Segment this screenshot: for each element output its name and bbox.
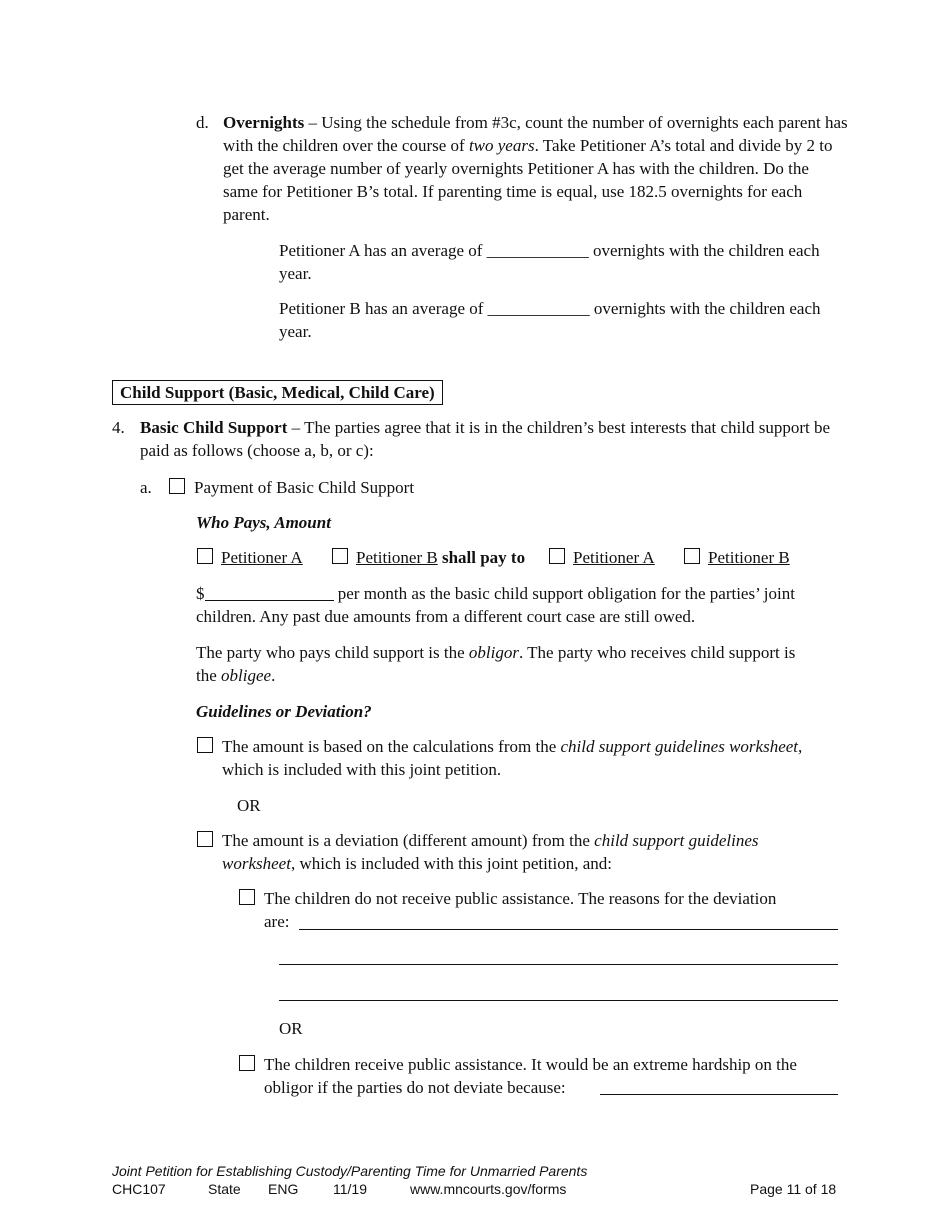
footer-form-id: CHC107 <box>112 1181 166 1197</box>
petitioner-b-overnights-field[interactable]: ____________ <box>487 299 590 318</box>
item-4-title: Basic Child Support <box>140 418 288 437</box>
footer-language: ENG <box>268 1181 299 1197</box>
amount-field[interactable] <box>205 584 334 601</box>
petitioner-a-overnights: Petitioner A has an average of ____________ overnights with the children each year. <box>279 241 820 283</box>
footer-url[interactable]: www.mncourts.gov/forms <box>410 1181 567 1197</box>
item-3d-marker: d. <box>196 113 209 132</box>
payer-petitioner-b-checkbox[interactable] <box>332 548 348 564</box>
shall-pay-to: shall pay to <box>441 548 526 567</box>
payee-petitioner-b-checkbox[interactable] <box>684 548 700 564</box>
payee-petitioner-a-label: Petitioner A <box>573 548 655 567</box>
deviation-reason-line-1[interactable] <box>299 929 838 930</box>
footer-jurisdiction: State <box>208 1181 241 1197</box>
deviation-text: The amount is a deviation (different amount) from the child support guidelines worksheet, which is included with this joint petition, and: <box>222 831 759 873</box>
item-4-number: 4. <box>112 418 125 437</box>
guidelines-text: The amount is based on the calculations from the child support guidelines worksheet, which is included with this joint petition. <box>222 737 803 779</box>
or-separator-1: OR <box>237 796 261 815</box>
assistance-line-2: obligor if the parties do not deviate because: <box>264 1078 566 1097</box>
no-assistance-checkbox[interactable] <box>239 889 255 905</box>
deviation-reason-line-3[interactable] <box>279 1000 838 1001</box>
payer-petitioner-a-checkbox[interactable] <box>197 548 213 564</box>
who-pays-heading: Who Pays, Amount <box>196 513 331 532</box>
no-assistance-line-2: are: <box>264 912 290 931</box>
item-3d-title: Overnights <box>223 113 305 132</box>
payer-petitioner-a-label: Petitioner A <box>221 548 303 567</box>
guidelines-checkbox[interactable] <box>197 737 213 753</box>
or-separator-2: OR <box>279 1019 303 1038</box>
deviation-reason-line-2[interactable] <box>279 964 838 965</box>
assistance-line-1: The children receive public assistance. It would be an extreme hardship on the <box>264 1055 797 1074</box>
petitioner-a-overnights-field[interactable]: ____________ <box>486 241 589 260</box>
option-a-checkbox[interactable] <box>169 478 185 494</box>
option-a-label: Payment of Basic Child Support <box>194 478 415 497</box>
item-4-text: Basic Child Support – The parties agree that it is in the children’s best interests that child support be paid as follows (choose a, b, or c): <box>140 418 830 460</box>
footer-title: Joint Petition for Establishing Custody/Parenting Time for Unmarried Parents <box>112 1163 588 1179</box>
obligor-paragraph: The party who pays child support is the obligor. The party who receives child support is the obligee. <box>196 643 796 685</box>
section-heading: Child Support (Basic, Medical, Child Care) <box>112 380 443 405</box>
amount-paragraph: $ per month as the basic child support obligation for the parties’ joint children. Any past due amounts from a different court case are still owed. <box>196 584 795 626</box>
footer-page-number: Page 11 of 18 <box>750 1181 837 1197</box>
item-3d-text: Overnights – Using the schedule from #3c, count the number of overnights each parent has with the children over the course of two years. Take Petitioner A’s total and divide by 2 to get the average number of yearly overnights Petitioner A has with the children. Do the same for Petitioner B’s total. If parenting time is equal, use 182.5 overnights for each parent. <box>223 113 848 224</box>
option-a-marker: a. <box>140 478 152 497</box>
hardship-reason-line[interactable] <box>600 1094 838 1095</box>
payer-petitioner-b-label: Petitioner B shall pay to <box>356 548 526 567</box>
petitioner-b-overnights: Petitioner B has an average of ____________ overnights with the children each year. <box>279 299 821 341</box>
no-assistance-line-1: The children do not receive public assistance. The reasons for the deviation <box>264 889 777 908</box>
footer-date: 11/19 <box>333 1181 367 1197</box>
payee-petitioner-b-label: Petitioner B <box>708 548 790 567</box>
assistance-checkbox[interactable] <box>239 1055 255 1071</box>
payee-petitioner-a-checkbox[interactable] <box>549 548 565 564</box>
deviation-checkbox[interactable] <box>197 831 213 847</box>
guidelines-heading: Guidelines or Deviation? <box>196 702 372 721</box>
